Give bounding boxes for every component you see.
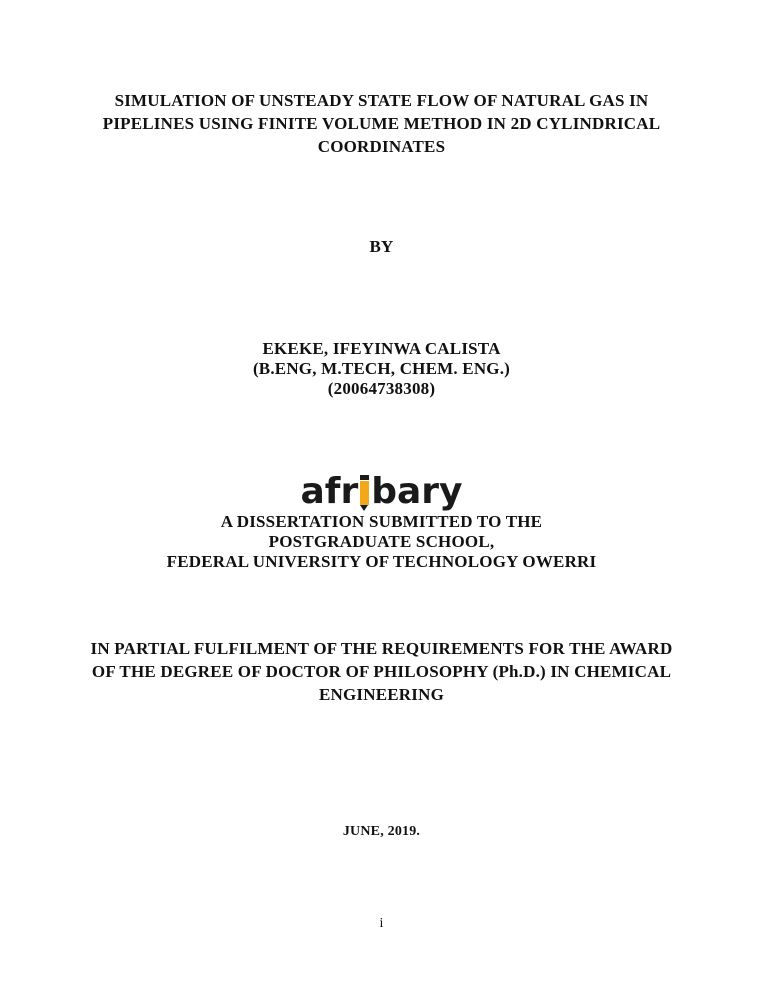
title-line-2: PIPELINES USING FINITE VOLUME METHOD IN 2D CYLINDRICAL [102, 114, 661, 133]
title-line-1: SIMULATION OF UNSTEADY STATE FLOW OF NATURAL GAS IN [114, 91, 649, 110]
logo-text-after: bary [371, 471, 463, 512]
by-text: BY [369, 237, 394, 256]
title-line-3: COORDINATES [317, 137, 446, 156]
submission-line-2: POSTGRADUATE SCHOOL, [268, 532, 495, 551]
author-info [0, 339, 763, 399]
logo-wordmark [300, 472, 462, 512]
pencil-icon [360, 475, 369, 509]
logo-text-before: afr [300, 471, 359, 512]
author-name: EKEKE, IFEYINWA CALISTA [262, 339, 501, 358]
submission-date [0, 820, 763, 843]
submission-line-3: FEDERAL UNIVERSITY OF TECHNOLOGY OWERRI [166, 552, 597, 571]
page-number [0, 912, 763, 935]
award-line-1: IN PARTIAL FULFILMENT OF THE REQUIREMENTS FOR THE AWARD [90, 639, 673, 658]
author-degrees: (B.ENG, M.TECH, CHEM. ENG.) [252, 359, 511, 378]
page-number-text: i [379, 916, 384, 931]
submission-statement [0, 512, 763, 572]
date-text: JUNE, 2019. [342, 824, 421, 839]
by-label [0, 235, 763, 258]
dissertation-title [0, 89, 763, 158]
award-statement [0, 637, 763, 706]
award-line-2: OF THE DEGREE OF DOCTOR OF PHILOSOPHY (Ph.D.) IN CHEMICAL [91, 662, 672, 681]
author-reg-number: (20064738308) [327, 379, 436, 398]
award-line-3: ENGINEERING [318, 685, 444, 704]
afribary-logo [0, 472, 763, 512]
submission-line-1: A DISSERTATION SUBMITTED TO THE [220, 512, 543, 531]
